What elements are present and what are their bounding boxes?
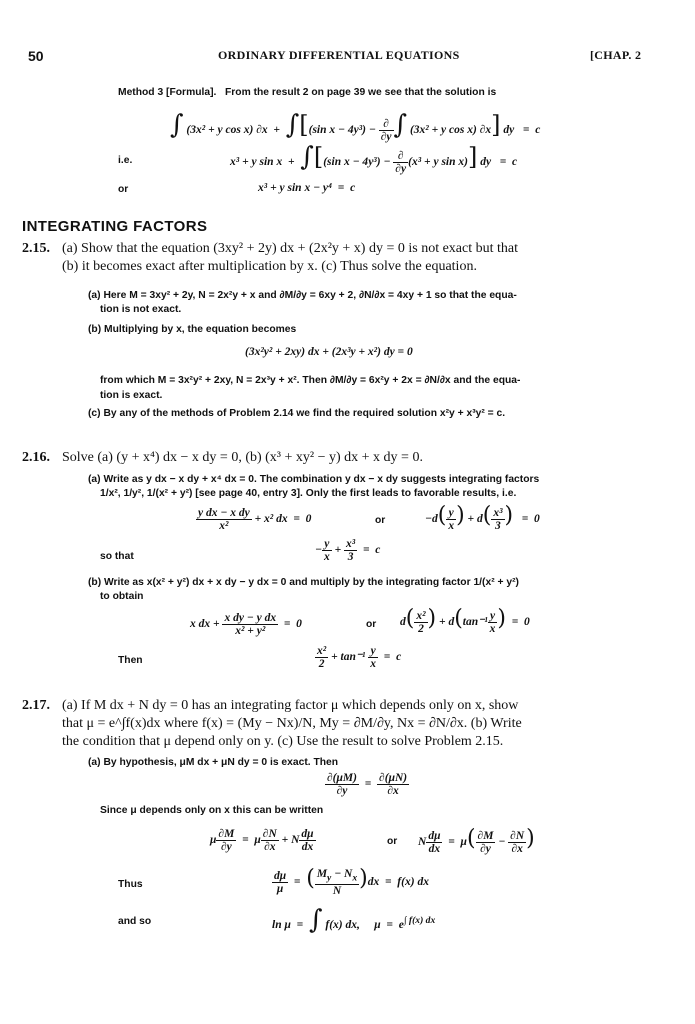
method3-text: From the result 2 on page 39 we see that the solution is (224, 87, 497, 98)
problem-2-17-a-1: (a) By hypothesis, μM dx + μN dy = 0 is exact. Then (88, 757, 339, 768)
problem-2-16-b-equation-2: d( $\frac{\text{x²}}{2}$ ) + d(tan⁻¹ $\frac{y}{x}$ ) = 0 (400, 606, 530, 635)
problem-2-16-b-equation-1: x dx + $\frac{\text{x dy − y dx}}{\text{x² + y²}}$ = 0 (190, 612, 302, 637)
problem-2-17-since: Since μ depends only on x this can be written (100, 805, 324, 816)
problem-2-16-b-2: to obtain (100, 591, 144, 602)
method3-equation-1: ∫ (3x² + y cos x) ∂x + ∫[(sin x − 4y³) − $\frac{\partial}{\partial y}$ ∫ (3x² + y cos x) ∂x] dy = c (170, 110, 541, 143)
problem-2-15-b-3: tion is exact. (100, 390, 163, 401)
section-title: INTEGRATING FACTORS (22, 218, 208, 235)
problem-2-17-or: or (387, 836, 398, 847)
method3-intro (118, 86, 496, 99)
running-title: ORDINARY DIFFERENTIAL EQUATIONS (218, 48, 460, 62)
problem-2-17-equation-1: μ $\frac{\partial M}{\partial y}$ = μ $\frac{\partial N}{\partial x}$ + N $\frac{d\mu}{dx}$ (210, 828, 314, 853)
problem-2-17-exact-condition: $\frac{\partial(\mu M)}{\partial y}$ = $\frac{\partial(\mu N)}{\partial x}$ (327, 772, 408, 797)
problem-2-16-a-solution: − $\frac{y}{x}$ + $\frac{\text{x³}}{3}$ = c (315, 538, 381, 563)
problem-2-15-statement-2: (b) it becomes exact after multiplication by x. (c) Thus solve the equation. (62, 259, 477, 274)
problem-2-15-a-2: tion is not exact. (100, 304, 182, 315)
problem-2-16-a-1: (a) Write as y dx − x dy + x⁴ dx = 0. The combination y dx − x dy suggests integrating factors (88, 474, 540, 485)
problem-2-15-statement-1: (a) Show that the equation (3xy² + 2y) dx + (2x²y + x) dy = 0 is not exact but that (62, 241, 519, 256)
problem-2-17-equation-4: ln μ = ∫ f(x) dx, $\mu = e^{\int f(x) dx}$ (272, 905, 436, 935)
problem-2-16-a-equation-1: $\frac{\text{y dx − x dy}}{\text{x²}}$ + x² dx = 0 (198, 507, 312, 532)
problem-2-16-number: 2.16. (22, 450, 50, 465)
problem-2-16-a-equation-2: −d( $\frac{y}{x}$ ) + d( $\frac{\text{x³}}{3}$ ) = 0 (425, 503, 540, 532)
problem-2-17-equation-2: N $\frac{d\mu}{dx}$ = μ( $\frac{\partial M}{\partial y}$ − $\frac{\partial N}{\partial x}$ ) (418, 826, 535, 855)
problem-2-17-equation-3: $\frac{d\mu}{\mu}$ = ( $\frac{M_y - N_x}{N}$ )dx = f(x) dx (274, 866, 429, 897)
problem-2-17-statement-1: (a) If M dx + N dy = 0 has an integrating factor μ which depends only on x, show (62, 698, 519, 713)
problem-2-16-b-solution: $\frac{\text{x²}}{2}$ + tan⁻¹ $\frac{y}{x}$ = c (317, 645, 402, 670)
problem-2-16-or-2: or (366, 619, 377, 630)
method3-equation-2: x³ + y sin x + ∫[(sin x − 4y³) − $\frac{\partial}{\partial y}$ (x³ + y sin x)] dy = c (230, 142, 518, 175)
problem-2-16-or-1: or (375, 515, 386, 526)
method3-equation-3: x³ + y sin x − y⁴ = c (258, 182, 356, 194)
problem-2-16-then: Then (118, 655, 143, 666)
problem-2-15-b-equation: (3x²y² + 2xy) dx + (2x³y + x²) dy = 0 (245, 346, 413, 358)
problem-2-17-statement-3: the condition that μ depend only on y. (c) Use the result to solve Problem 2.15. (62, 734, 504, 749)
problem-2-17-number: 2.17. (22, 698, 50, 713)
problem-2-15-number: 2.15. (22, 241, 50, 256)
problem-2-17-and-so: and so (118, 916, 152, 927)
problem-2-16-statement: Solve (a) (y + x⁴) dx − x dy = 0, (b) (x³ + xy² − y) dx + x dy = 0. (62, 450, 423, 465)
problem-2-16-b-1: (b) Write as x(x² + y²) dx + x dy − y dx = 0 and multiply by the integrating factor 1/(x² + y²) (88, 577, 519, 588)
problem-2-16-so-that: so that (100, 551, 134, 562)
problem-2-15-b-1: (b) Multiplying by x, the equation becomes (88, 324, 297, 335)
method3-label: Method 3 [Formula]. (118, 87, 217, 98)
problem-2-16-a-2: 1/x², 1/y², 1/(x² + y²) [see page 40, entry 3]. Only the first leads to favorable results, i.e. (100, 488, 517, 499)
problem-2-15-c: (c) By any of the methods of Problem 2.14 we find the required solution x²y + x³y² = c. (88, 408, 506, 419)
or-label: or (118, 184, 129, 195)
chapter-label: [CHAP. 2 (590, 48, 642, 62)
problem-2-15-b-2: from which M = 3x²y² + 2xy, N = 2x³y + x². Then ∂M/∂y = 6x²y + 2x = ∂N/∂x and the equa- (100, 375, 521, 386)
page-number: 50 (28, 48, 44, 64)
problem-2-17-thus: Thus (118, 879, 143, 890)
problem-2-17-statement-2: that μ = e^∫f(x)dx where f(x) = (My − Nx)/N, My = ∂M/∂y, Nx = ∂N/∂x. (b) Write (62, 716, 522, 731)
problem-2-15-a-1: (a) Here M = 3xy² + 2y, N = 2x²y + x and ∂M/∂y = 6xy + 2, ∂N/∂x = 4xy + 1 so that the equa- (88, 290, 517, 301)
ie-label: i.e. (118, 155, 133, 166)
